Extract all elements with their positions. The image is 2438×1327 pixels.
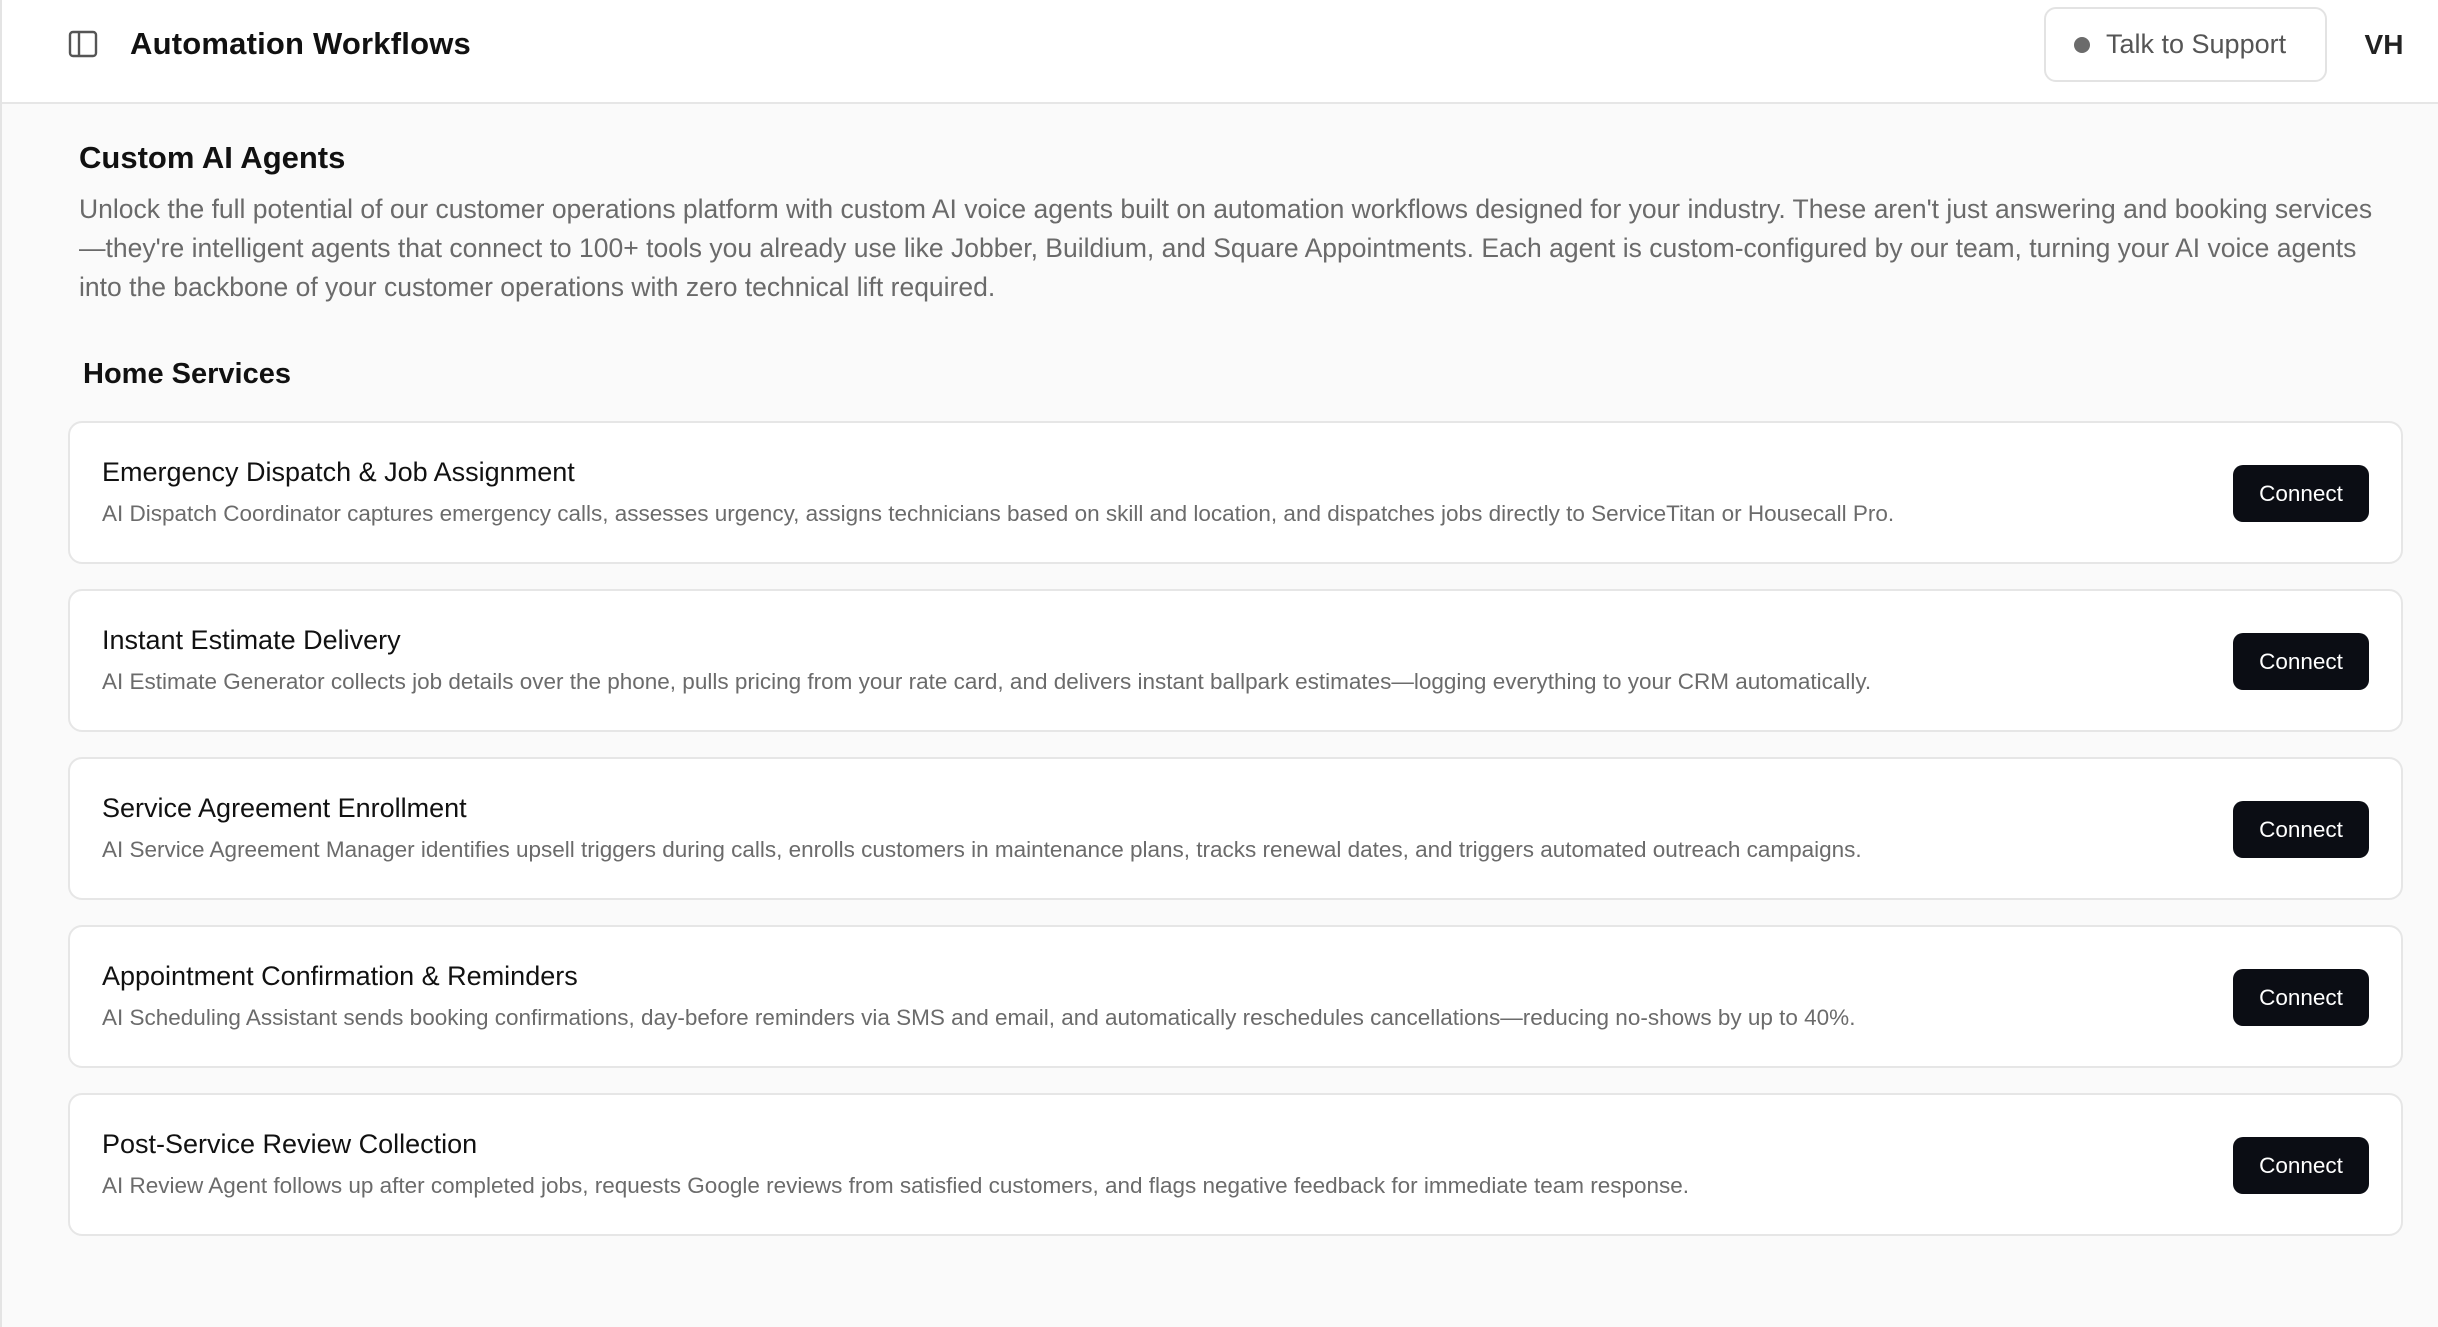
connect-button[interactable]: Connect [2233,465,2369,522]
connect-button[interactable]: Connect [2233,801,2369,858]
talk-to-support-button[interactable] [2044,7,2327,82]
support-button-label: Talk to Support [2106,29,2287,59]
connect-button[interactable]: Connect [2233,633,2369,690]
workflow-title: Appointment Confirmation & Reminders [102,961,578,991]
workflow-title: Service Agreement Enrollment [102,793,467,823]
workflow-card [68,1093,2403,1236]
workflow-description: AI Estimate Generator collects job details over the phone, pulls pricing from your rate card, and delivers instant ballpark estimates—logging everything to your CRM automatically. [102,669,1872,694]
top-header [2,0,2438,104]
sidebar-toggle-button[interactable] [66,29,100,59]
section-title: Custom AI Agents [79,140,346,175]
workflow-description: AI Service Agreement Manager identifies upsell triggers during calls, enrolls customers in maintenance plans, tracks renewal dates, and triggers automated outreach campaigns. [102,837,1862,862]
connect-button[interactable]: Connect [2233,1137,2369,1194]
sidebar-panel-icon [66,29,100,59]
status-dot-icon [2074,37,2090,53]
workflow-title: Emergency Dispatch & Job Assignment [102,457,575,487]
workflow-card [68,925,2403,1068]
user-avatar[interactable]: VH [2364,28,2404,60]
intro-description: Unlock the full potential of our customer operations platform with custom AI voice agents built on automation workflows designed for your industry. These aren't just answering and booking services—they're intelligent agents that connect to 100+ tools you already use like Jobber, Buildium, and Square Appointments. Each agent is custom-configured by our team, turning your AI voice agents into the backbone of your customer operations with zero technical lift required. [79,194,2373,302]
category-title: Home Services [83,358,291,390]
workflow-description: AI Dispatch Coordinator captures emergency calls, assesses urgency, assigns technicians based on skill and location, and dispatches jobs directly to ServiceTitan or Housecall Pro. [102,501,1895,526]
workflow-description: AI Scheduling Assistant sends booking confirmations, day-before reminders via SMS and email, and automatically reschedules cancellations—reducing no-shows by up to 40%. [102,1005,1856,1030]
workflow-card [68,757,2403,900]
workflow-card [68,589,2403,732]
workflow-title: Instant Estimate Delivery [102,625,401,655]
workflow-card [68,421,2403,564]
workflow-description: AI Review Agent follows up after completed jobs, requests Google reviews from satisfied customers, and flags negative feedback for immediate team response. [102,1173,1690,1198]
page-title: Automation Workflows [130,26,471,61]
connect-button[interactable]: Connect [2233,969,2369,1026]
workflow-title: Post-Service Review Collection [102,1129,478,1159]
